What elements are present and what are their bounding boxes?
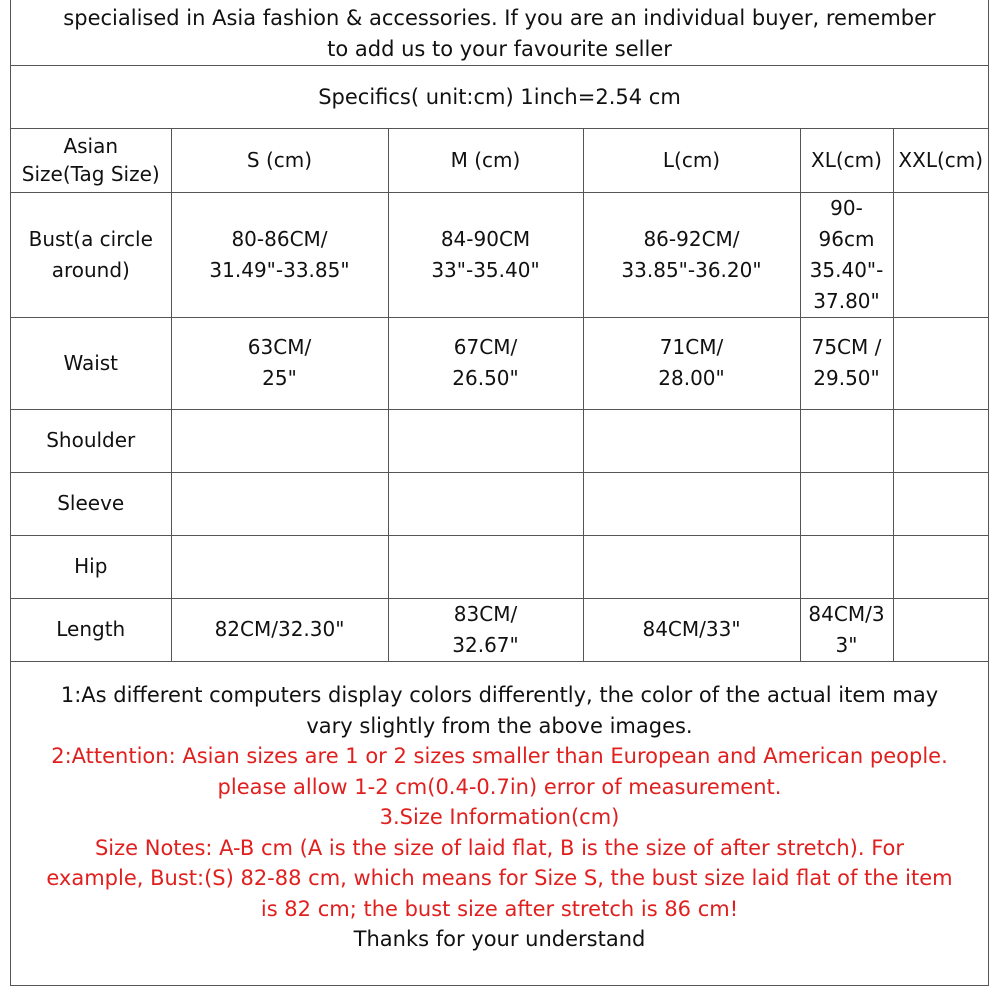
cell-line: Waist bbox=[63, 350, 119, 375]
table-cell bbox=[583, 472, 800, 535]
table-cell bbox=[800, 192, 893, 317]
size-notes-line-3: is 82 cm; the bust size after stretch is 86 cm! bbox=[260, 896, 739, 921]
row-label bbox=[11, 192, 171, 317]
header-col-0: S (cm) bbox=[171, 129, 388, 192]
header-col-1: M (cm) bbox=[388, 129, 583, 192]
cell-line: 75CM / bbox=[811, 335, 882, 359]
row-label bbox=[11, 409, 171, 472]
notes-section bbox=[11, 680, 988, 955]
cell-line: Hip bbox=[74, 554, 108, 578]
cell-line: 32.67" bbox=[452, 632, 519, 657]
note-2-line-2: please allow 1-2 cm(0.4-0.7in) error of measurement. bbox=[217, 774, 782, 799]
cell-line: 83CM/ bbox=[453, 601, 518, 626]
cell-line: Bust(a circle bbox=[28, 226, 153, 251]
table-cell bbox=[171, 535, 388, 598]
cell-line: 90- bbox=[830, 195, 863, 220]
size-notes-line-1: Size Notes: A-B cm (A is the size of laid flat, B is the size of after stretch). For bbox=[94, 835, 905, 860]
table-row bbox=[11, 317, 988, 409]
size-table bbox=[11, 129, 988, 662]
table-cell bbox=[893, 317, 988, 409]
size-chart-frame bbox=[10, 0, 989, 986]
table-cell bbox=[388, 192, 583, 317]
table-cell bbox=[388, 472, 583, 535]
table-cell bbox=[800, 317, 893, 409]
row-label bbox=[11, 317, 171, 409]
header-size-label bbox=[11, 129, 171, 192]
intro-line-2: to add us to your favourite seller bbox=[327, 37, 672, 61]
cell-line: 31.49"-33.85" bbox=[209, 257, 350, 282]
table-cell bbox=[800, 535, 893, 598]
table-row bbox=[11, 598, 988, 661]
table-cell bbox=[800, 598, 893, 661]
cell-line: Length bbox=[56, 617, 126, 641]
table-cell bbox=[583, 598, 800, 661]
table-cell bbox=[388, 317, 583, 409]
cell-line: 80-86CM/ bbox=[231, 226, 328, 251]
cell-line: 28.00" bbox=[658, 366, 725, 390]
table-row bbox=[11, 535, 988, 598]
cell-line: Asian bbox=[63, 134, 119, 159]
cell-line: 84CM/3 bbox=[808, 601, 885, 626]
cell-line: Size(Tag Size) bbox=[21, 162, 160, 187]
table-cell bbox=[388, 409, 583, 472]
table-cell bbox=[171, 317, 388, 409]
table-row bbox=[11, 472, 988, 535]
cell-line: Sleeve bbox=[57, 491, 125, 515]
header-col-4: XXL(cm) bbox=[893, 129, 988, 192]
header-col-3: XL(cm) bbox=[800, 129, 893, 192]
cell-line: 67CM/ bbox=[453, 335, 518, 359]
table-cell bbox=[388, 535, 583, 598]
table-cell bbox=[800, 472, 893, 535]
table-cell bbox=[583, 317, 800, 409]
table-cell bbox=[893, 192, 988, 317]
table-cell bbox=[893, 409, 988, 472]
cell-line: 33.85"-36.20" bbox=[621, 257, 762, 282]
row-label bbox=[11, 472, 171, 535]
table-cell bbox=[800, 409, 893, 472]
table-cell bbox=[893, 598, 988, 661]
cell-line: 84CM/33" bbox=[642, 617, 741, 641]
cell-line: 71CM/ bbox=[659, 335, 724, 359]
specifics-heading: Specifics( unit:cm) 1inch=2.54 cm bbox=[11, 66, 988, 129]
table-cell bbox=[583, 535, 800, 598]
table-cell bbox=[171, 192, 388, 317]
cell-line: 86-92CM/ bbox=[643, 226, 740, 251]
table-row bbox=[11, 192, 988, 317]
cell-line: 84-90CM bbox=[440, 226, 531, 251]
note-1-line-2: vary slightly from the above images. bbox=[306, 713, 693, 738]
table-cell bbox=[583, 409, 800, 472]
table-header-row bbox=[11, 129, 988, 192]
table-cell bbox=[171, 472, 388, 535]
row-label bbox=[11, 535, 171, 598]
table-cell bbox=[171, 598, 388, 661]
table-cell bbox=[388, 598, 583, 661]
cell-line: 26.50" bbox=[452, 366, 519, 390]
intro-text bbox=[11, 0, 988, 66]
table-cell bbox=[171, 409, 388, 472]
thanks-text: Thanks for your understand bbox=[353, 927, 646, 951]
cell-line: 29.50" bbox=[813, 366, 880, 390]
table-cell bbox=[893, 535, 988, 598]
cell-line: 35.40"- bbox=[809, 257, 884, 282]
cell-line: 25" bbox=[262, 366, 297, 390]
cell-line: 33"-35.40" bbox=[431, 257, 540, 282]
cell-line: 63CM/ bbox=[247, 335, 312, 359]
table-row bbox=[11, 409, 988, 472]
row-label bbox=[11, 598, 171, 661]
cell-line: around) bbox=[51, 257, 130, 282]
intro-line-1: specialised in Asia fashion & accessories. If you are an individual buyer, remember bbox=[63, 6, 936, 30]
size-notes-line-2: example, Bust:(S) 82-88 cm, which means for Size S, the bust size laid flat of the item bbox=[46, 866, 953, 890]
cell-line: 37.80" bbox=[813, 288, 880, 313]
table-cell bbox=[893, 472, 988, 535]
table-cell bbox=[583, 192, 800, 317]
note-1-line-1: 1:As different computers display colors differently, the color of the actual item may bbox=[60, 683, 939, 707]
header-col-2: L(cm) bbox=[583, 129, 800, 192]
note-2-line-1: 2:Attention: Asian sizes are 1 or 2 sizes smaller than European and American people. bbox=[51, 744, 948, 768]
note-3: 3.Size Information(cm) bbox=[379, 805, 620, 829]
cell-line: Shoulder bbox=[46, 428, 136, 452]
cell-line: 3" bbox=[835, 632, 858, 657]
cell-line: 82CM/32.30" bbox=[214, 617, 345, 641]
cell-line: 96cm bbox=[818, 226, 875, 251]
